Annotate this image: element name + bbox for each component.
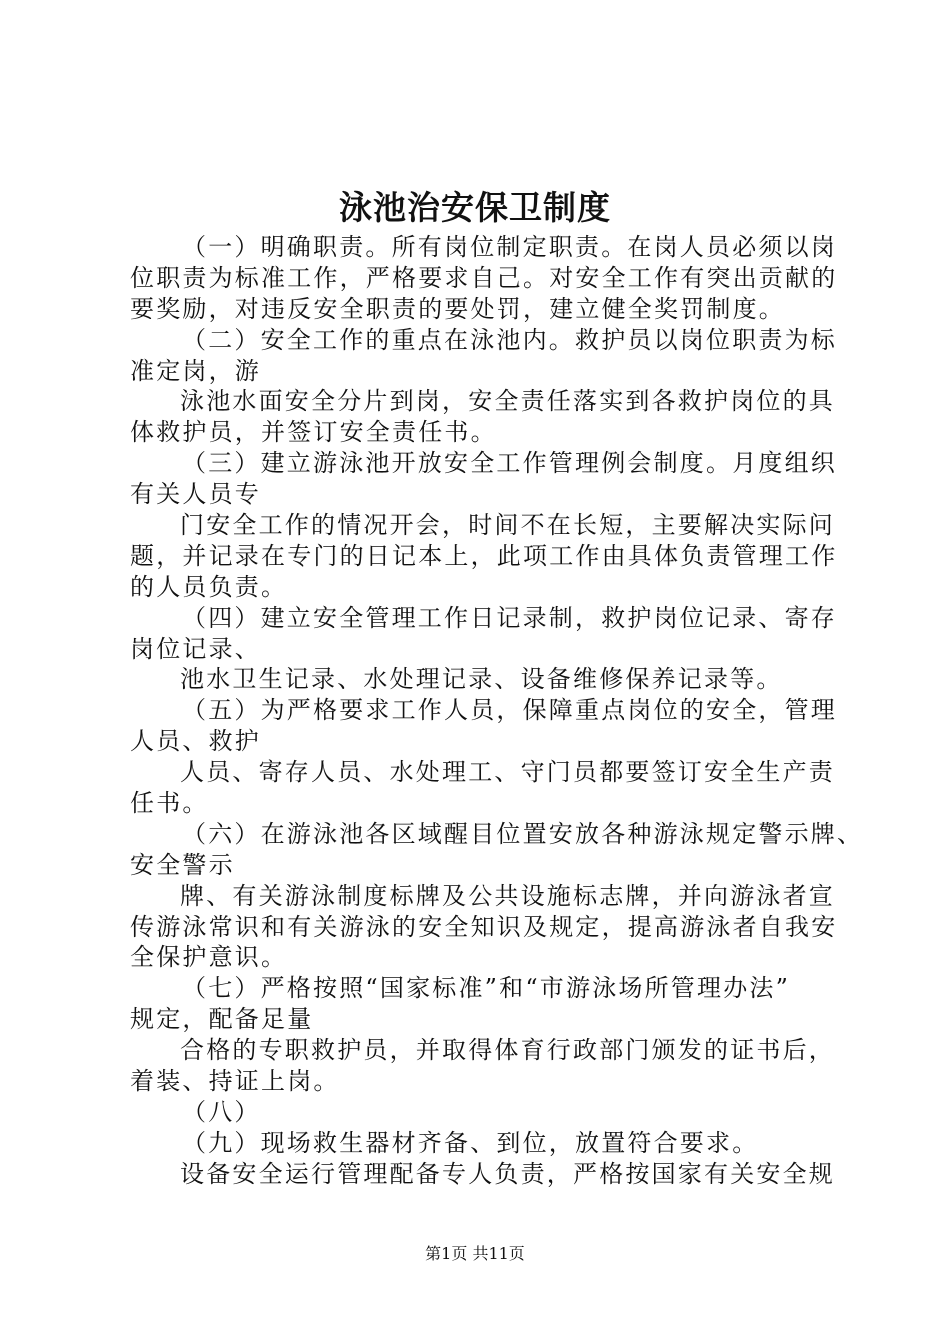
text-line: （一）明确职责。所有岗位制定职责。在岗人员必须以岗 — [182, 233, 837, 261]
text-line: （五）为严格要求工作人员，保障重点岗位的安全，管理 — [182, 696, 837, 725]
text-line: 的人员负责。 — [130, 572, 288, 601]
text-line: 池水卫生记录、水处理记录、设备维修保养记录等。 — [180, 665, 783, 694]
text-line: 门安全工作的情况开会，时间不在长短，主要解决实际问 — [180, 511, 835, 540]
text-line: 全保护意识。 — [130, 943, 288, 972]
text-line: 规定，配备足量 — [130, 1005, 314, 1034]
text-line: 设备安全运行管理配备专人负责，严格按国家有关安全规 — [180, 1159, 835, 1188]
text-line: 位职责为标准工作，严格要求自己。对安全工作有突出贡献的 — [130, 263, 838, 292]
text-line: 合格的专职救护员，并取得体育行政部门颁发的证书后， — [180, 1036, 835, 1065]
text-line: 题，并记录在专门的日记本上，此项工作由具体负责管理工作 — [130, 541, 838, 570]
text-line: （九）现场救生器材齐备、到位，放置符合要求。 — [182, 1128, 759, 1157]
document-body — [130, 232, 864, 1190]
document-title: 泳池治安保卫制度 — [339, 188, 611, 227]
text-line: 着装、持证上岗。 — [130, 1067, 340, 1096]
text-line: 人员、救护 — [130, 727, 261, 756]
text-line: （二）安全工作的重点在泳池内。救护员以岗位职责为标 — [182, 325, 837, 354]
text-line: 传游泳常识和有关游泳的安全知识及规定，提高游泳者自我安 — [130, 912, 838, 941]
text-line: （三）建立游泳池开放安全工作管理例会制度。月度组织 — [182, 449, 837, 478]
text-line: 有关人员专 — [130, 480, 261, 509]
text-line: 牌、有关游泳制度标牌及公共设施标志牌，并向游泳者宣 — [180, 881, 835, 910]
text-line: （七）严格按照“国家标准”和“市游泳场所管理办法” — [182, 974, 791, 1003]
text-line: 准定岗，游 — [130, 356, 261, 385]
text-line: 安全警示 — [130, 850, 235, 879]
page-number: 第1页 共11页 — [425, 1244, 525, 1263]
text-line: 岗位记录、 — [130, 634, 261, 663]
text-line: 体救护员，并签订安全责任书。 — [130, 418, 497, 447]
text-line: 人员、寄存人员、水处理工、守门员都要签订安全生产责 — [180, 758, 835, 787]
text-line: 任书。 — [130, 789, 209, 818]
text-line: （八） — [182, 1097, 261, 1126]
text-line: （六）在游泳池各区域醒目位置安放各种游泳规定警示牌、 — [182, 819, 864, 848]
text-line: 泳池水面安全分片到岗，安全责任落实到各救护岗位的具 — [180, 387, 835, 416]
text-line: 要奖励，对违反安全职责的要处罚，建立健全奖罚制度。 — [130, 294, 785, 323]
text-line: （四）建立安全管理工作日记录制，救护岗位记录、寄存 — [182, 603, 837, 632]
